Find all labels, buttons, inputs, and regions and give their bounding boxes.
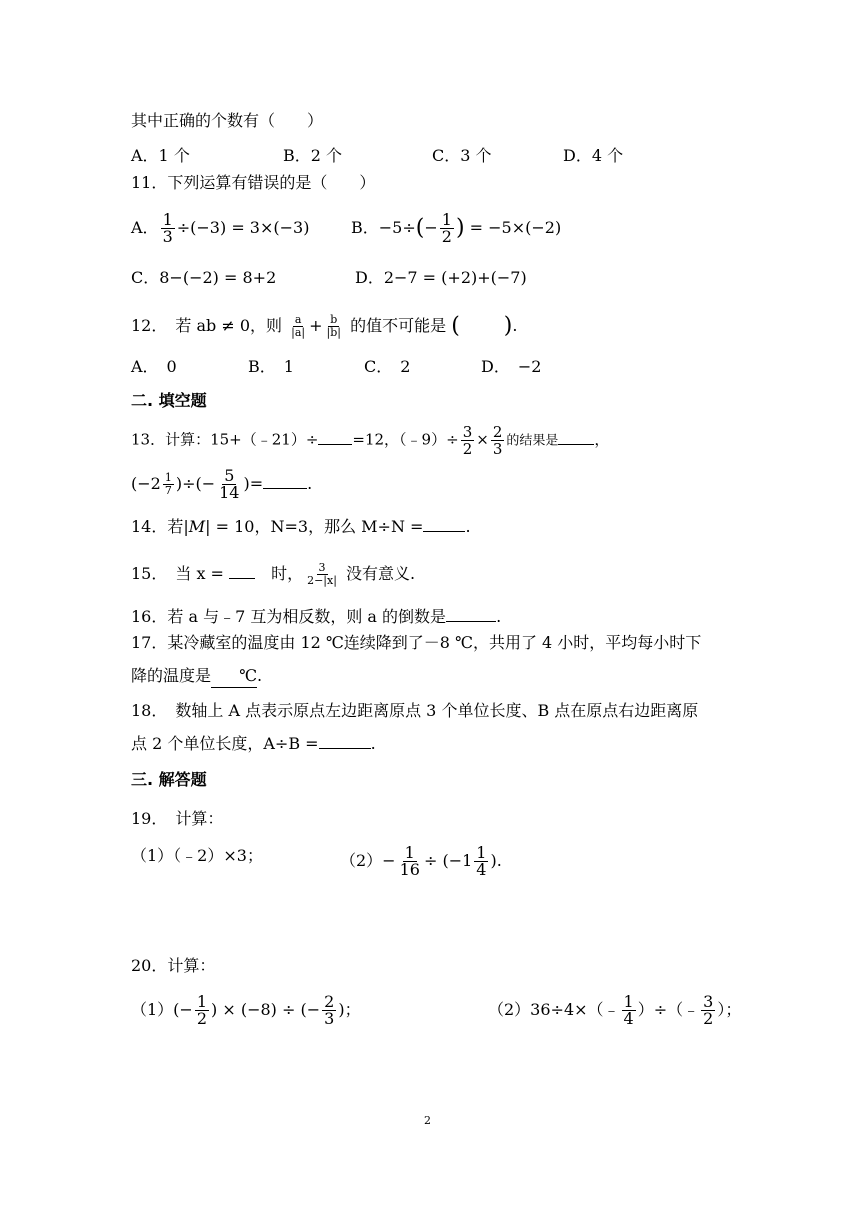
fraction: $\frac{1}{7}$ — [164, 471, 172, 497]
q10-option-d: D．4 个 — [563, 146, 624, 165]
q11-stem: 11．下列运算有错误的是（ ） — [131, 173, 376, 192]
fraction: $\frac{1}{16}$ — [399, 843, 420, 879]
fraction: $\frac{b}{|b|}$ — [326, 313, 341, 339]
q17-line2: 降的温度是 ℃. — [131, 665, 262, 688]
fraction: $\frac{5}{14}$ — [219, 466, 240, 502]
q11-option-b: B．−5÷(− $\frac{1}{2}$ ) = −5×(−2) — [351, 210, 562, 246]
q20-stem: 20．计算： — [131, 956, 216, 975]
fraction: $\frac{1}{4}$ — [623, 992, 634, 1028]
fraction: $\frac{2}{3}$ — [324, 992, 335, 1028]
q10-tail: 其中正确的个数有（ ） — [131, 111, 324, 130]
q12-option-c: C． 2 — [364, 357, 411, 376]
q11-option-d: D．2−7 = (+2)+(−7) — [355, 268, 527, 287]
q12-option-a: A． 0 — [131, 357, 177, 376]
q19-part2: （2）− $\frac{1}{16}$ ÷ (−1 $\frac{1}{4}$ ). — [340, 843, 502, 879]
page-number: 2 — [424, 1114, 431, 1127]
q19-stem: 19． 计算： — [131, 809, 224, 828]
q12-stem: 12． 若 ab ≠ 0，则 $\frac{a}{|a|}$ + $\frac{b}{|b|}$ 的值不可能是 ( ). — [131, 313, 518, 339]
q11-option-c: C．8−(−2) = 8+2 — [131, 268, 277, 287]
q11-option-a: A． $\frac{1}{3}$ ÷(−3) = 3×(−3) — [131, 210, 310, 246]
fraction: $\frac{3}{2}$ — [462, 423, 473, 458]
q10-option-b: B．2 个 — [283, 146, 343, 165]
q13-line1: 13．计算：15+（﹣21）÷ =12，（﹣9）÷ $\frac{3}{2}$ × $\frac{2}{3}$ 的结果是 ， — [131, 423, 610, 458]
fraction: $\frac{2}{3}$ — [492, 423, 503, 458]
section-heading-fill-blank: 二. 填空题 — [131, 391, 207, 410]
q12-option-b: B． 1 — [248, 357, 294, 376]
fraction: $\frac{1}{2}$ — [441, 210, 452, 246]
q15: 15． 当 x = 时， $\frac{3}{2-|x|}$ 没有意义. — [131, 561, 416, 587]
q10-option-a: A．1 个 — [131, 146, 190, 165]
section-heading-answer: 三. 解答题 — [131, 770, 207, 789]
q17-line1: 17．某冷藏室的温度由 12 ℃连续降到了－8 ℃，共用了 4 小时，平均每小时下 — [131, 633, 702, 652]
q20-part2: （2）36÷4×（﹣ $\frac{1}{4}$ ）÷（﹣ $\frac{3}{2}$ ）； — [488, 992, 742, 1028]
q10-option-c: C．3 个 — [432, 146, 492, 165]
q18-line1: 18． 数轴上 A 点表示原点左边距离原点 3 个单位长度、B 点在原点右边距离原 — [131, 701, 699, 720]
q18-line2: 点 2 个单位长度，A÷B = . — [131, 734, 376, 753]
fraction: $\frac{3}{2-|x|}$ — [307, 561, 337, 587]
fraction: $\frac{1}{3}$ — [162, 210, 173, 246]
q20-part1: （1）(− $\frac{1}{2}$ ) × (−8) ÷ (− $\frac{2}{3}$ )； — [131, 992, 361, 1028]
fraction: $\frac{1}{2}$ — [196, 992, 208, 1028]
fraction: $\frac{3}{2}$ — [703, 992, 714, 1028]
fraction: $\frac{1}{4}$ — [476, 843, 487, 879]
q16: 16．若 a 与﹣7 互为相反数，则 a 的倒数是 . — [131, 607, 502, 626]
q13-line2: (−2 $\frac{1}{7}$ )÷(− $\frac{5}{14}$ )= . — [131, 466, 313, 502]
fraction: $\frac{a}{|a|}$ — [291, 313, 306, 339]
q12-option-d: D． −2 — [481, 357, 542, 376]
q14: 14．若|M| = 10，N=3，那么 M÷N = . — [131, 517, 471, 536]
q19-part1: （1）（﹣2）×3； — [131, 846, 263, 865]
